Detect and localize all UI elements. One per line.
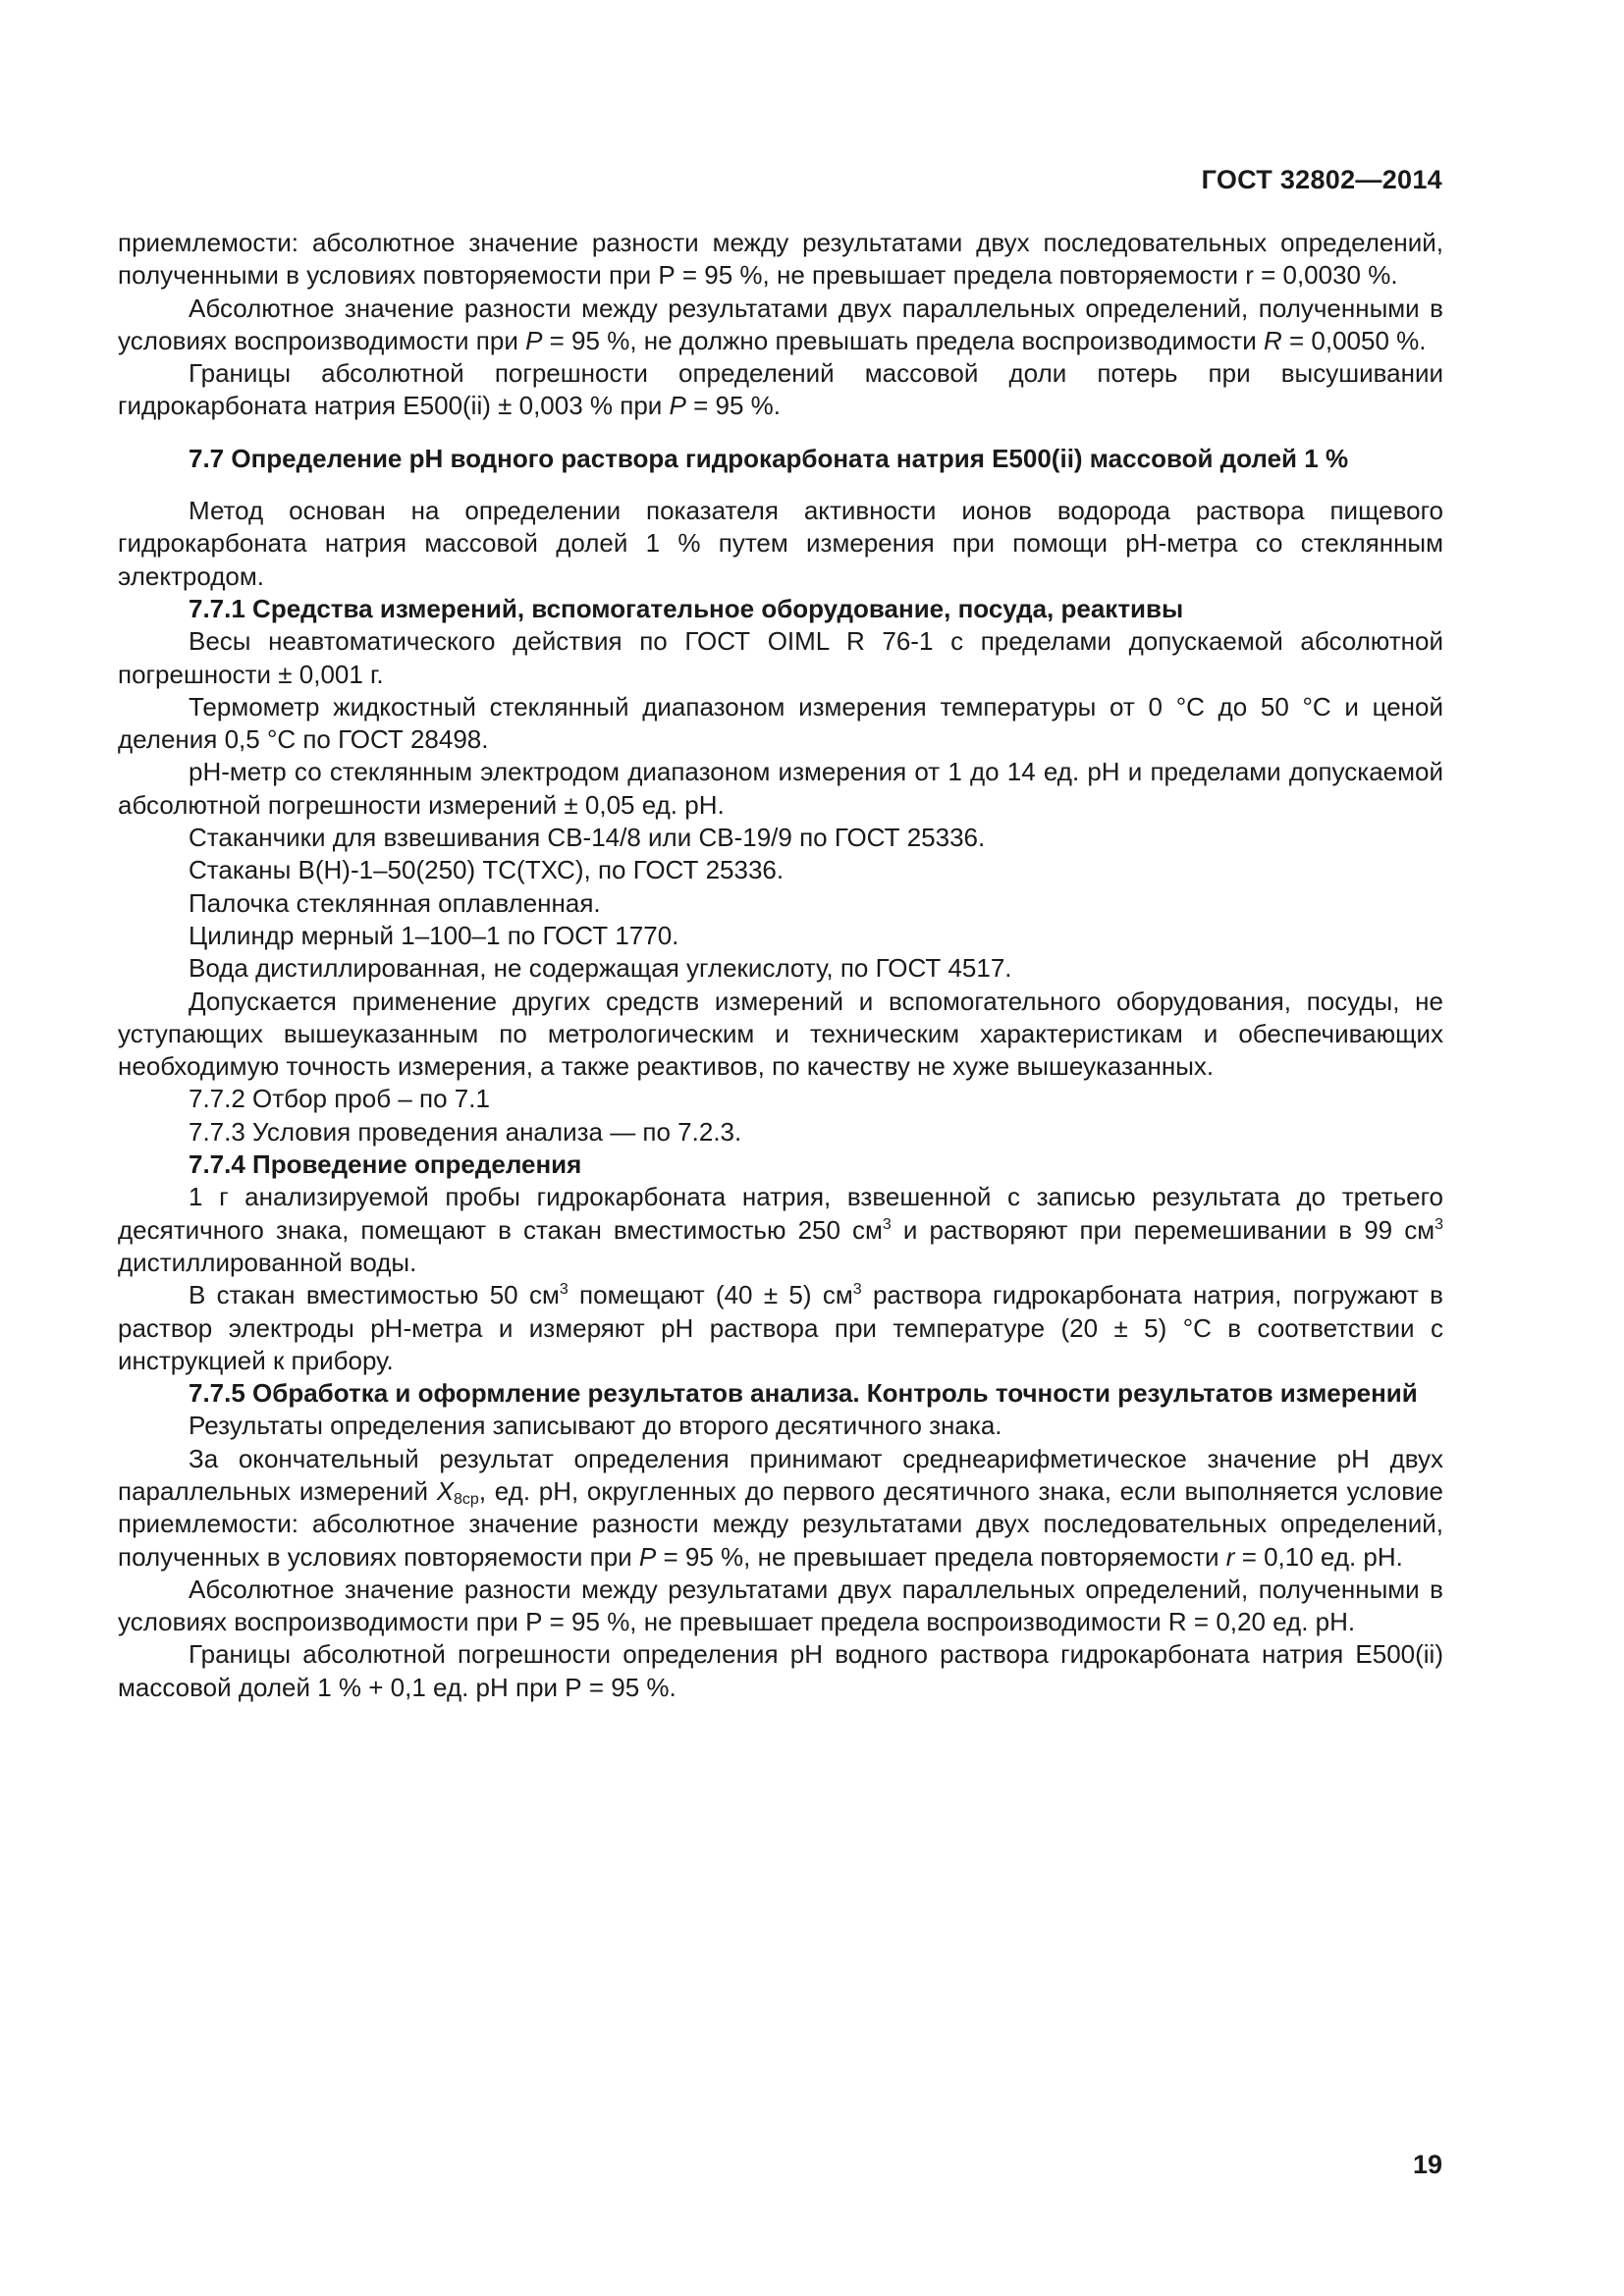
italic-var: R: [1263, 325, 1282, 355]
paragraph-water: Вода дистиллированная, не содержащая углекислоту, по ГОСТ 4517.: [189, 953, 1012, 984]
subscript: 8ср: [454, 1490, 479, 1508]
paragraph-recording: Результаты определения записывают до второго десятичного знака.: [189, 1411, 1002, 1441]
paragraph-alternatives: Допускается применение других средств измерений и вспомогательного оборудования, посуды, не уступающих вышеуказанным по метрологическим и техническим характеристикам и обеспечивающих необходимую точность измерения, а также реактивов, по качеству не хуже вышеуказанных.: [118, 986, 1443, 1082]
paragraph-sampling: 7.7.2 Отбор проб – по 7.1: [189, 1084, 490, 1114]
italic-var: P: [525, 325, 543, 355]
text-run: помещают (40 ± 5) см: [568, 1280, 853, 1310]
paragraph-final-result: [118, 1443, 1443, 1574]
section-heading-7-7-5: 7.7.5 Обработка и оформление результатов анализа. Контроль точности результатов измерений: [189, 1378, 1418, 1409]
paragraph-thermometer: Термометр жидкостный стеклянный диапазоном измерения температуры от 0 °С до 50 °С и ценой деления 0,5 °С по ГОСТ 28498.: [118, 691, 1443, 755]
superscript: 3: [852, 1281, 862, 1299]
text-run: = 0,0050 %.: [1281, 325, 1427, 355]
text-run: За окончательный результат определения принимают среднеарифметическое значение рН двух параллельных измерений: [118, 1443, 1443, 1506]
text-run: и растворяют при перемешивании в 99 см: [891, 1214, 1435, 1245]
paragraph-beakers: Стаканы В(Н)-1–50(250) ТС(ТХС), по ГОСТ 25336.: [189, 855, 785, 885]
text-run: = 95 %.: [685, 391, 781, 421]
document-header: ГОСТ 32802—2014: [1201, 165, 1442, 194]
paragraph-sample-prep: [118, 1181, 1443, 1279]
paragraph-conditions: 7.7.3 Условия проведения анализа — по 7.2.3.: [189, 1116, 742, 1147]
paragraph-ph-meter: рН-метр со стеклянным электродом диапазоном измерения от 1 до 14 ед. рН и пределами допускаемой абсолютной погрешности измерений ± 0,05 ед. рН.: [118, 757, 1443, 820]
text-run: = 95 %, не превышает предела повторяемости: [656, 1541, 1226, 1572]
text-run: В стакан вместимостью 50 см: [189, 1280, 560, 1310]
section-heading-7-7-1: 7.7.1 Средства измерений, вспомогательное оборудование, посуда, реактивы: [189, 593, 1184, 623]
italic-var: X: [436, 1475, 455, 1506]
paragraph-method: Метод основан на определении показателя активности ионов водорода раствора пищевого гидрокарбоната натрия массовой долей 1 % путем измерения при помощи рН-метра со стеклянным электродом.: [118, 496, 1443, 591]
page-number: 19: [1412, 2150, 1442, 2179]
superscript: 3: [882, 1215, 892, 1233]
paragraph-reproducibility-ph: Абсолютное значение разности между результатами двух параллельных определений, полученными в условиях воспроизводимости при Р = 95 %, не превышает предела воспроизводимости R = 0,20 ед. рН.: [118, 1574, 1443, 1637]
paragraph-cylinder: Цилиндр мерный 1–100–1 по ГОСТ 1770.: [189, 920, 679, 950]
paragraph-weighing-cups: Стаканчики для взвешивания СВ-14/8 или СВ-19/9 по ГОСТ 25336.: [189, 823, 986, 853]
text-run: = 95 %, не должно превышать предела воспроизводимости: [542, 325, 1264, 355]
text-run: = 0,10 ед. рН.: [1234, 1541, 1403, 1572]
paragraph-scales: Весы неавтоматического действия по ГОСТ OIML R 76-1 с пределами допускаемой абсолютной погрешности ± 0,001 г.: [118, 626, 1443, 689]
paragraph-error-bounds-ph: Границы абсолютной погрешности определения рН водного раствора гидрокарбоната натрия Е500(ii) массовой долей 1 % + 0,1 ед. рН при Р = 95 %.: [118, 1639, 1443, 1702]
text-run: Абсолютное значение разности между результатами двух параллельных определений, полученными в условиях воспроизводимости при: [118, 293, 1443, 355]
section-heading-7-7-4: 7.7.4 Проведение определения: [189, 1149, 582, 1180]
paragraph-reproducibility-limit: [118, 293, 1443, 358]
text-run: Границы абсолютной погрешности определений массовой доли потерь при высушивании гидрокарбоната натрия Е500(ii) ± 0,003 % при: [118, 358, 1443, 421]
paragraph-measurement: [118, 1279, 1443, 1377]
text-run: , ед. рН, округленных до первого десятичного знака, если выполняется условие приемлемости: абсолютное значение разности между результатами двух последовательных определений, полученных в условиях повторяемости при: [118, 1475, 1443, 1572]
text-run: 1 г анализируемой пробы гидрокарбоната натрия, взвешенной с записью результата до третьего десятичного знака, помещают в стакан вместимостью 250 см: [118, 1182, 1443, 1245]
section-heading-7-7: 7.7 Определение рН водного раствора гидрокарбоната натрия Е500(ii) массовой долей 1 %: [189, 443, 1349, 473]
paragraph-error-bounds: [118, 357, 1443, 423]
italic-var: P: [669, 391, 686, 421]
text-run: дистиллированной воды.: [118, 1247, 417, 1277]
document-body: [118, 227, 1443, 1704]
superscript: 3: [559, 1281, 568, 1299]
italic-var: P: [638, 1541, 657, 1572]
paragraph-repeatability-limit: приемлемости: абсолютное значение разности между результатами двух последовательных определений, полученными в условиях повторяемости при Р = 95 %, не превышает предела повторяемости r = 0,0030 %.: [118, 228, 1443, 291]
paragraph-glass-rod: Палочка стеклянная оплавленная.: [189, 887, 601, 918]
italic-var: r: [1225, 1541, 1235, 1572]
text-run: раствора гидрокарбоната натрия, погружают в раствор электроды рН-метра и измеряют рН раствора при температуре (20 ± 5) °С в соответствии с инструкцией к прибору.: [118, 1280, 1443, 1375]
superscript: 3: [1435, 1215, 1444, 1233]
